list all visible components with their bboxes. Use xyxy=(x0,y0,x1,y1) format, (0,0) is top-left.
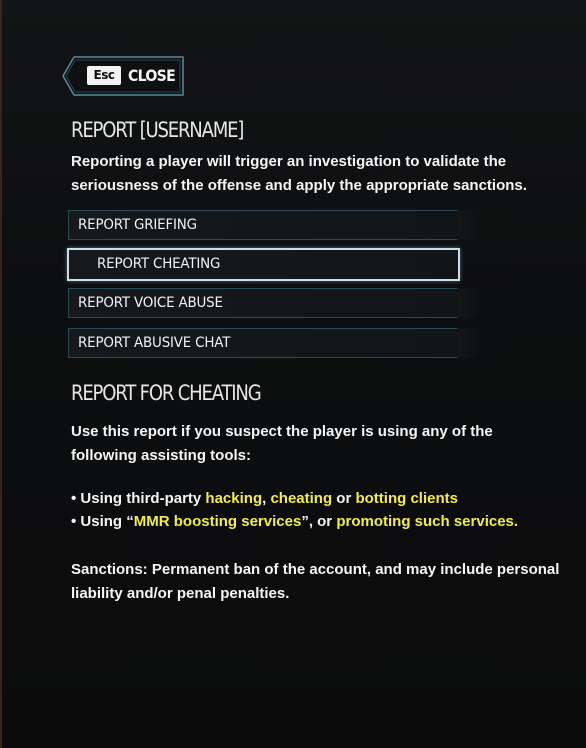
option-label: REPORT ABUSIVE CHAT xyxy=(78,335,231,351)
report-title: REPORT [USERNAME] xyxy=(71,118,244,142)
close-button[interactable] xyxy=(62,56,184,96)
option-report-voice-abuse[interactable] xyxy=(68,288,458,318)
highlight-mmr-boosting: MMR boosting services xyxy=(133,513,302,530)
highlight-promoting-services: promoting such services. xyxy=(336,513,519,530)
detail-heading: REPORT FOR CHEATING xyxy=(71,381,261,405)
intro-text: Reporting a player will trigger an investigation to validate the seriousness of the offense and apply the appropriate sanctions. xyxy=(71,153,527,194)
option-label: REPORT CHEATING xyxy=(97,256,221,272)
option-report-abusive-chat[interactable] xyxy=(68,328,458,358)
highlight-hacking: hacking xyxy=(205,490,263,507)
sanctions-text: Sanctions: Permanent ban of the account, and may include personal liability and/or penal penalties. xyxy=(71,561,560,602)
option-report-cheating[interactable] xyxy=(67,248,460,281)
option-label: REPORT VOICE ABUSE xyxy=(78,295,223,311)
close-label: CLOSE xyxy=(128,66,176,85)
option-label: REPORT GRIEFING xyxy=(78,217,197,233)
detail-use-text: Use this report if you suspect the player is using any of the following assisting tools: xyxy=(71,423,493,464)
list-item: • Using third-party hacking, cheating or botting clients xyxy=(71,490,458,507)
esc-key-icon: Esc xyxy=(87,66,121,85)
highlight-cheating: cheating xyxy=(270,490,333,507)
tools-list xyxy=(71,487,571,533)
highlight-botting-clients: botting clients xyxy=(355,490,458,507)
option-report-griefing[interactable] xyxy=(68,210,458,240)
list-item: • Using “MMR boosting services”, or promoting such services. xyxy=(71,513,519,530)
